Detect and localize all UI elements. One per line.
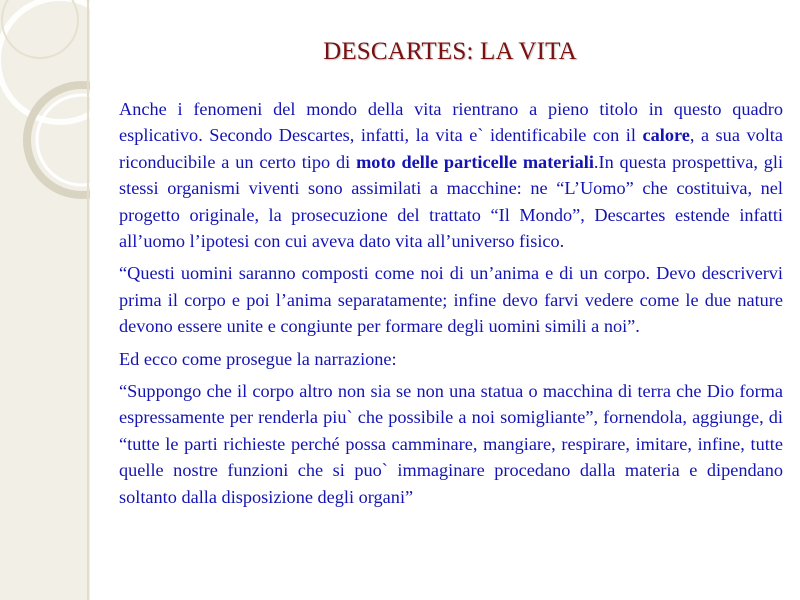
text-segment: , a sua volta riconducibile a un certo tipo di bbox=[119, 125, 783, 172]
text-segment: .In questa prospettiva, gli stessi organismi viventi sono assimilati a macchine: ne “L’Uomo” che costituiva, nel progetto originale, la prosecuzione del trattato “Il Mondo”, Descartes estende infatti all’uomo l’ipotesi con cui aveva dato vita all’universo fisico. bbox=[119, 151, 784, 252]
text-segment: Anche i fenomeni del mondo della vita rientrano a pieno titolo in questo quadro esplicativo. Secondo Descartes, infatti, la vita e` identificabile con il bbox=[119, 99, 783, 146]
paragraph-narration: Ed ecco come prosegue la narrazione: bbox=[119, 348, 397, 369]
paragraph-intro bbox=[119, 96, 783, 254]
slide-title: DESCARTES: LA VITA bbox=[323, 38, 577, 65]
decorative-circles-graphic bbox=[0, 0, 90, 600]
bold-term-calore: calore bbox=[642, 125, 690, 146]
paragraph-quote-uomini: “Questi uomini saranno composti come noi di un’anima e di un corpo. Devo descrivervi prima il corpo e poi l’anima separatamente; infine devo farvi vedere come le due nature devono essere unite e congiunte per formare degli uomini simili a noi”. bbox=[119, 263, 783, 337]
decorative-sidebar bbox=[0, 0, 90, 600]
bold-term-moto: moto delle particelle materiali bbox=[356, 151, 594, 172]
slide-body bbox=[119, 96, 783, 516]
paragraph-quote-statua: “Suppongo che il corpo altro non sia se non una statua o macchina di terra che Dio forma espressamente per renderla piu` che possibile a noi somigliante”, fornendola, aggiunge, di “tutte le parti richieste perché possa camminare, mangiare, respirare, imitare, infine, tutte quelle nostre funzioni che si puo` immaginare procedano dalla materia e dipendano soltanto dalla disposizione degli organi” bbox=[119, 381, 783, 507]
